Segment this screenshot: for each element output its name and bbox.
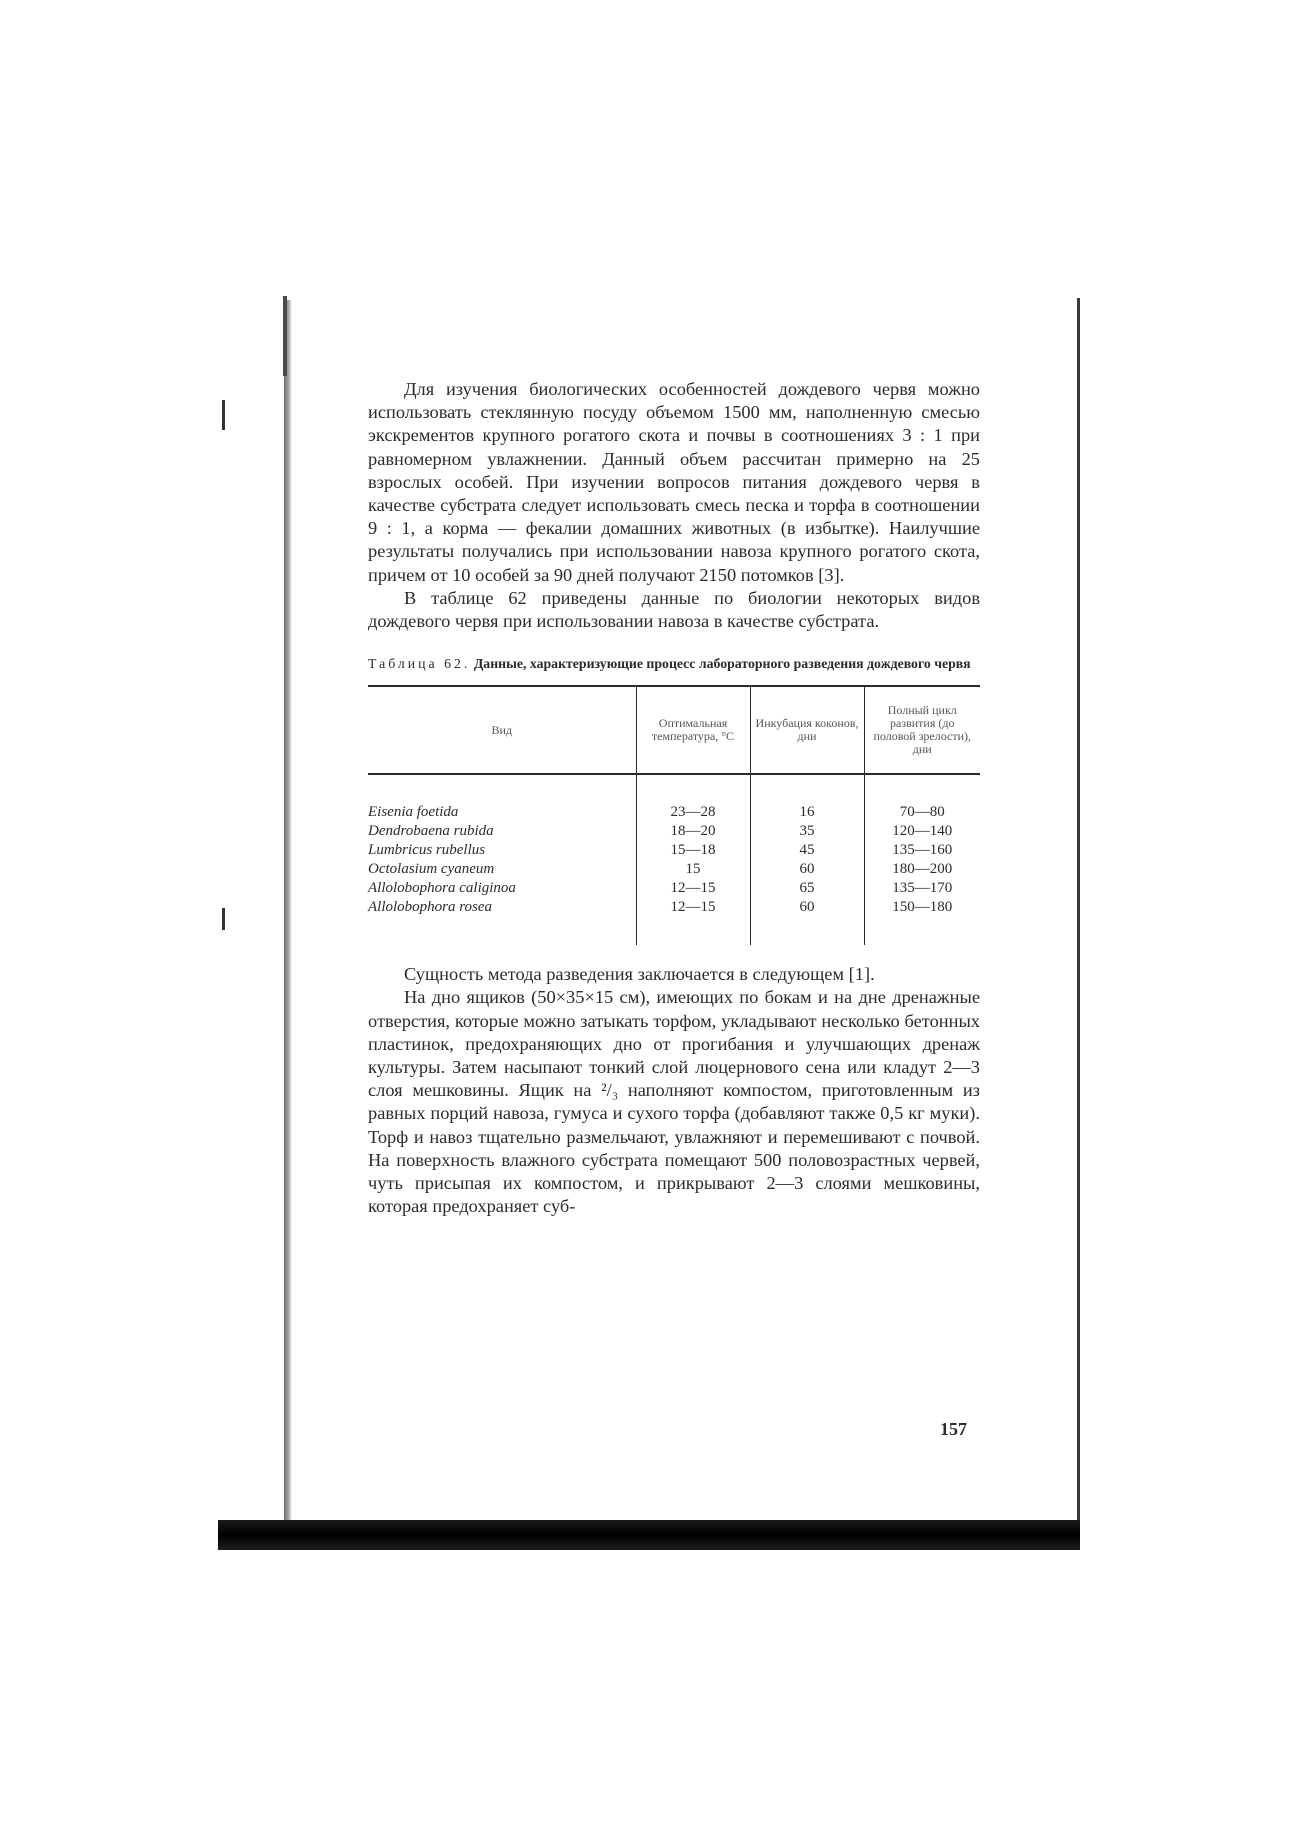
paragraph-table-ref: В таблице 62 приведены данные по биологии некоторых видов дождевого червя при использовании навоза в качестве субстрата. [368,587,980,632]
cell-cycle: 135—160 [864,841,980,860]
paragraph-method-body: На дно ящиков (50×35×15 см), имеющих по бокам и на дне дренажные отверстия, которые можно затыкать торфом, укладывают несколько бетонных пластинок, предохраняющих дно от прогибания и улучшающих дренаж культуры. Затем насыпают тонкий слой люцернового сена или кладут 2—3 слоя мешковины. Ящик на ²/₃ наполняют компостом, приготовленным из равных порций навоза, гумуса и сухого торфа (добавляют также 0,5 кг муки). Торф и навоз тщательно размельчают, увлажняют и перемешивают с почвой. На поверхность влажного субстрата помещают 500 половозрастных червей, чуть присыпая их компостом, и прикрывают 2—3 слоями мешковины, которая предохраняет суб- [368,987,980,1217]
page-number: 157 [940,1419,967,1439]
paragraph-method-intro: Сущность метода разведения заключается в следующем [1]. [404,964,875,985]
scan-margin-mark [222,908,225,930]
table-caption-lead: Таблица 62. [368,656,471,672]
cell-cycle: 70—80 [864,774,980,822]
cell-temperature: 18—20 [636,822,750,841]
paragraph-intro: Для изучения биологических особенностей дождевого червя можно использовать стеклянную посуду объемом 1500 мм, наполненную смесью экскрементов крупного рогатого скота и почвы в соотношениях 3 : 1 при равномерном увлажнении. Данный объем рассчитан примерно на 25 взрослых особей. При изучении вопросов питания дождевого червя в качестве субстрата следует использовать смесь песка и торфа в соотношении 9 : 1, а корма — фекалии домашних животных (в избытке). Наилучшие результаты получались при использовании навоза крупного рогатого скота, причем от 10 особей за 90 дней получают 2150 потомков [3]. [368,379,980,585]
table-row [368,774,980,822]
header-temperature: Оптимальная температура, °С [636,686,750,774]
header-species: Вид [368,686,636,774]
cell-cycle: 150—180 [864,898,980,945]
table-row [368,822,980,841]
cell-incubation: 35 [750,822,864,841]
cell-cycle: 120—140 [864,822,980,841]
cell-species: Allolobophora rosea [368,899,493,916]
cell-species: Allolobophora caliginoa [368,880,516,897]
cell-species: Dendrobaena rubida [368,823,494,840]
scan-right-edge [1077,298,1080,1546]
cell-cycle: 180—200 [864,860,980,879]
section-method [368,963,980,1218]
table-row [368,841,980,860]
cell-species: Octolasium cyaneum [368,861,495,878]
table-caption [368,655,980,673]
data-table [368,685,980,945]
cell-incubation: 60 [750,898,864,945]
table-header-row [368,686,980,774]
scan-bottom-shadow [218,1520,1080,1550]
header-cycle: Полный цикл развития (до половой зрелости), дни [864,686,980,774]
scan-margin-mark [222,400,225,430]
cell-temperature: 15—18 [636,841,750,860]
cell-cycle: 135—170 [864,879,980,898]
table-row [368,860,980,879]
cell-incubation: 60 [750,860,864,879]
table-caption-title: Данные, характеризующие процесс лабораторного разведения дождевого червя [473,656,971,672]
cell-temperature: 23—28 [636,774,750,822]
cell-incubation: 45 [750,841,864,860]
table-row [368,898,980,945]
scan-left-mark [283,296,287,376]
cell-species: Eisenia foetida [368,804,459,821]
scan-left-edge [284,300,292,1540]
page-body [368,378,980,1218]
table-row [368,879,980,898]
cell-incubation: 65 [750,879,864,898]
cell-temperature: 12—15 [636,879,750,898]
cell-temperature: 12—15 [636,898,750,945]
header-incubation: Инкубация коконов, дни [750,686,864,774]
cell-incubation: 16 [750,774,864,822]
cell-temperature: 15 [636,860,750,879]
cell-species: Lumbricus rubellus [368,842,486,859]
